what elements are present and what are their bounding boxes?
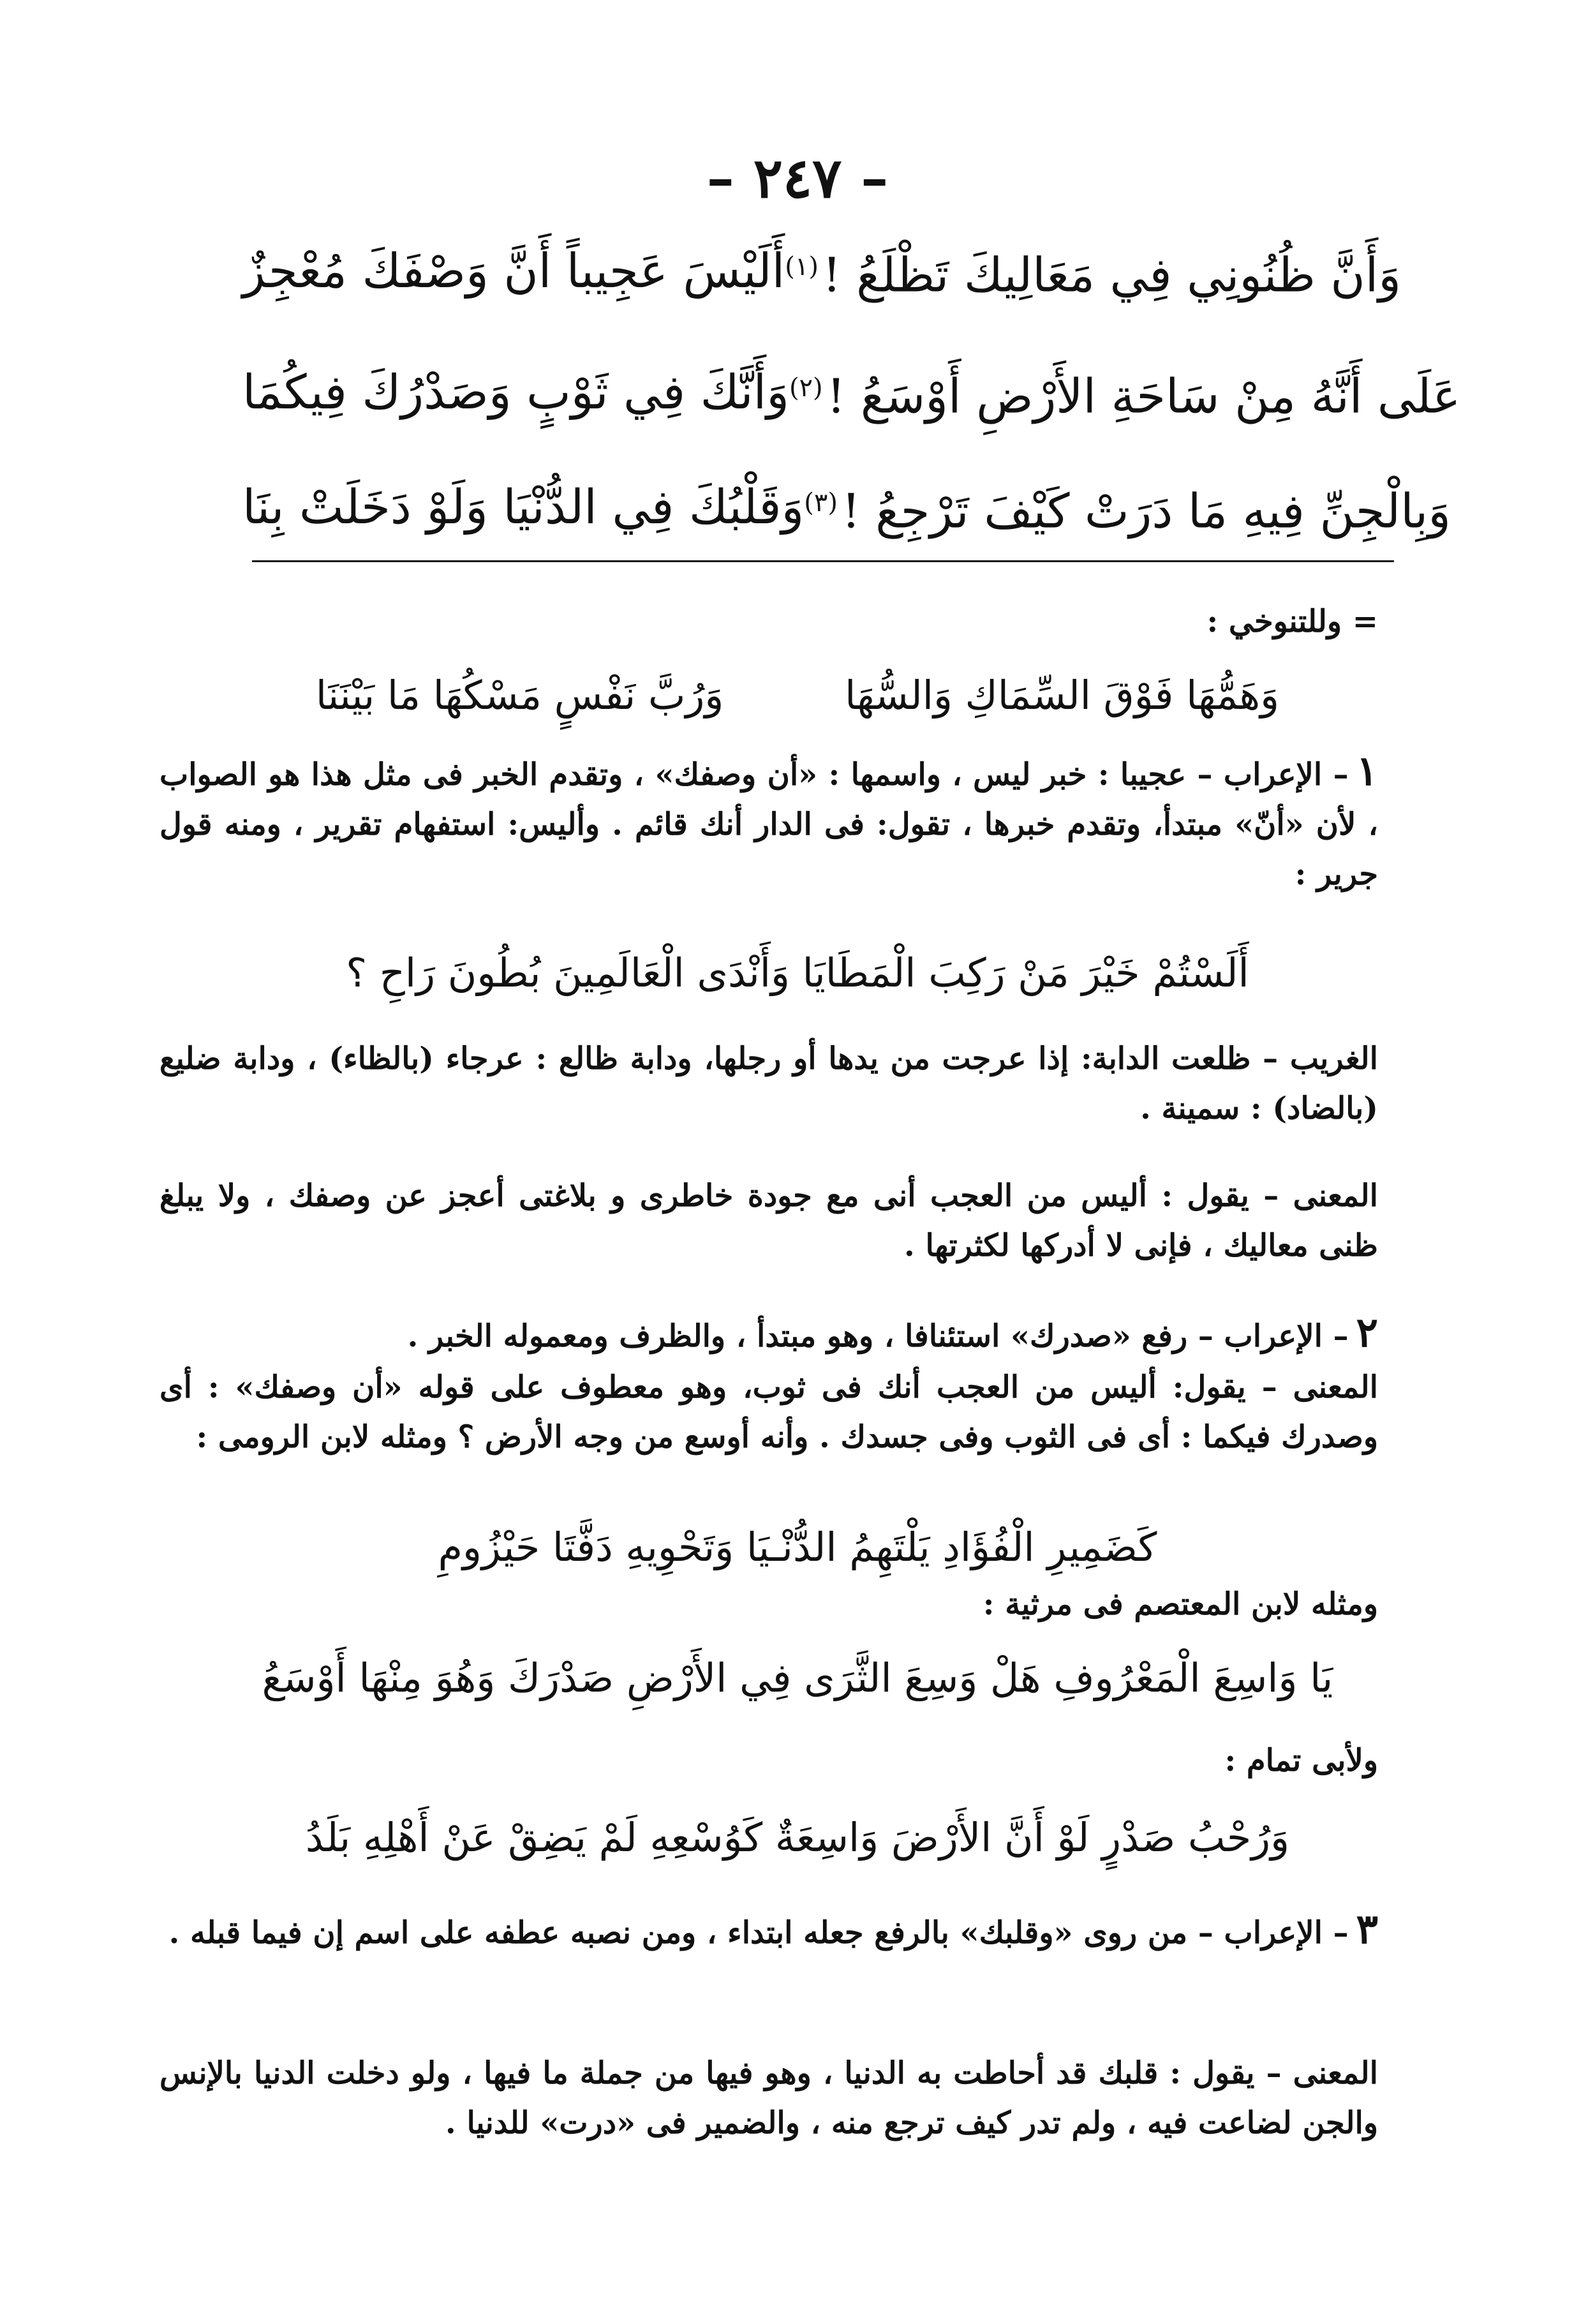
footnote-mark-2: (٢) [789,373,823,403]
footnote-mark-3: (٣) [804,488,838,518]
note-2-ibn-mutasim-intro: ومثله لابن المعتصم فى مرثية : [983,1586,1378,1622]
note-2-mana: المعنى – يقول: أليس من العجب أنك فى ثوب، وهو معطوف على قوله «أن وصفك» : أى وصدرك فيكما : أى فى الثوب وفى جسدك . وأنه أوسع من وجه الأرض ؟ ومثله لابن الرومى : [160,1369,1378,1455]
poem-line-3 [242,459,1451,555]
note-2-abu-tammam-intro: ولأبى تمام : [1224,1743,1378,1778]
tanukhi-verse-first-hemistich: وَرُبَّ نَفْسٍ مَسْكُهَا مَا بَيْنَنَا [315,672,724,719]
note-2-number: ٢ [1356,1309,1378,1357]
poem-line-3-second-hemistich: وَبِالْجِنِّ فِيهِ مَا دَرَتْ كَيْفَ تَرْجِعُ !$^{(٣)}$ [804,484,1451,539]
poem-line-2-first-hemistich: وَأَنَّكَ فِي ثَوْبٍ وَصَدْرُكَ فِيكُمَا [242,365,789,420]
note-1-gharib: الغريب – ظلعت الدابة: إذا عرجت من يدها أو رجلها، ودابة ظالع : عرجاء (بالظاء) ، ودابة ضليع (بالضاد) : سمينة . [160,1041,1378,1126]
note-3-irab: ٣– الإعراب – من روى «وقلبك» بالرفع جعله ابتداء ، ومن نصبه عطفه على اسم إن فيما قبله . [168,1905,1378,1953]
poem-line-2 [242,345,1461,440]
poem-line-1-second-hemistich: وَأَنَّ ظُنُونِي فِي مَعَالِيكَ تَظْلَعُ !$^{(١)}$ [785,248,1401,303]
note-2-ibn-mutasim-verse: يَا وَاسِعَ الْمَعْرُوفِ هَلْ وَسِعَ الثَّرَى فِي الأَرْضِ صَدْرَكَ وَهُوَ مِنْهَا أَوْسَعُ [262,1655,1333,1701]
tanukhi-verse [255,664,1340,727]
poem-line-2-second-hemistich: عَلَى أَنَّهُ مِنْ سَاحَةِ الأَرْضِ أَوْسَعُ !$^{(٢)}$ [789,369,1461,424]
footnote-mark-1: (١) [785,252,819,282]
note-3-mana: المعنى – يقول : قلبك قد أحاطت به الدنيا ، وهو فيها من جملة ما فيها ، ولو دخلت الدنيا بالإنس والجن لضاعت فيه ، ولم تدر كيف ترجع منه ، والضمير فى «درت» للدنيا . [160,2055,1378,2141]
footnote-divider [252,560,1394,562]
note-2-irab: ٢– الإعراب – رفع «صدرك» استئنافا ، وهو مبتدأ ، والظرف ومعموله الخبر . [407,1309,1378,1357]
poem-line-1-first-hemistich: أَلَيْسَ عَجِيباً أَنَّ وَصْفَكَ مُعْجِزٌ [242,244,785,299]
note-2-ibn-rumi-verse: كَضَمِيرِ الْفُؤَادِ يَلْتَهِمُ الدُّنْـيَا وَتَحْوِيهِ دَفَّتَا حَيْزُومِ [438,1524,1157,1570]
note-1-mana: المعنى – يقول : أليس من العجب أنى مع جودة خاطرى و بلاغتى أعجز عن وصفك ، ولا يبلغ ظنى معاليك ، فإنى لا أدركها لكثرتها . [160,1178,1379,1263]
poem-line-1 [242,223,1401,319]
note-2-abu-tammam-verse: وَرُحْبُ صَدْرٍ لَوْ أَنَّ الأَرْضَ وَاسِعَةٌ كَوُسْعِهِ لَمْ يَضِقْ عَنْ أَهْلِهِ بَلَدُ [305,1814,1290,1861]
poem-line-3-first-hemistich: وَقَلْبُكَ فِي الدُّنْيَا وَلَوْ دَخَلَتْ بِنَا [242,480,805,535]
page-number: – ٢٤٧ – [706,146,889,211]
note-3-number: ٣ [1356,1905,1378,1953]
note-1-irab: ١– الإعراب – عجيبا : خبر ليس ، واسمها : «أن وصفك» ، وتقدم الخبر فى مثل هذا هو الصواب ، لأن «أنّ» مبتدأ، وتقدم خبرها ، تقول: فى الدار أنك قائم . وأليس: استفهام تقرير ، ومنه قول جرير : [160,747,1379,892]
note-1-number: ١ [1356,747,1379,795]
tanukhi-verse-second-hemistich: وَهَمُّهَا فَوْقَ السِّمَاكِ وَالسُّهَا [845,672,1280,719]
tanukhi-intro: = وللتنوخي : [1206,604,1378,639]
note-1-jarir-verse: أَلَسْتُمْ خَيْرَ مَنْ رَكِبَ الْمَطَايَا وَأَنْدَى الْعَالَمِينَ بُطُونَ رَاحِ ؟ [346,950,1249,996]
